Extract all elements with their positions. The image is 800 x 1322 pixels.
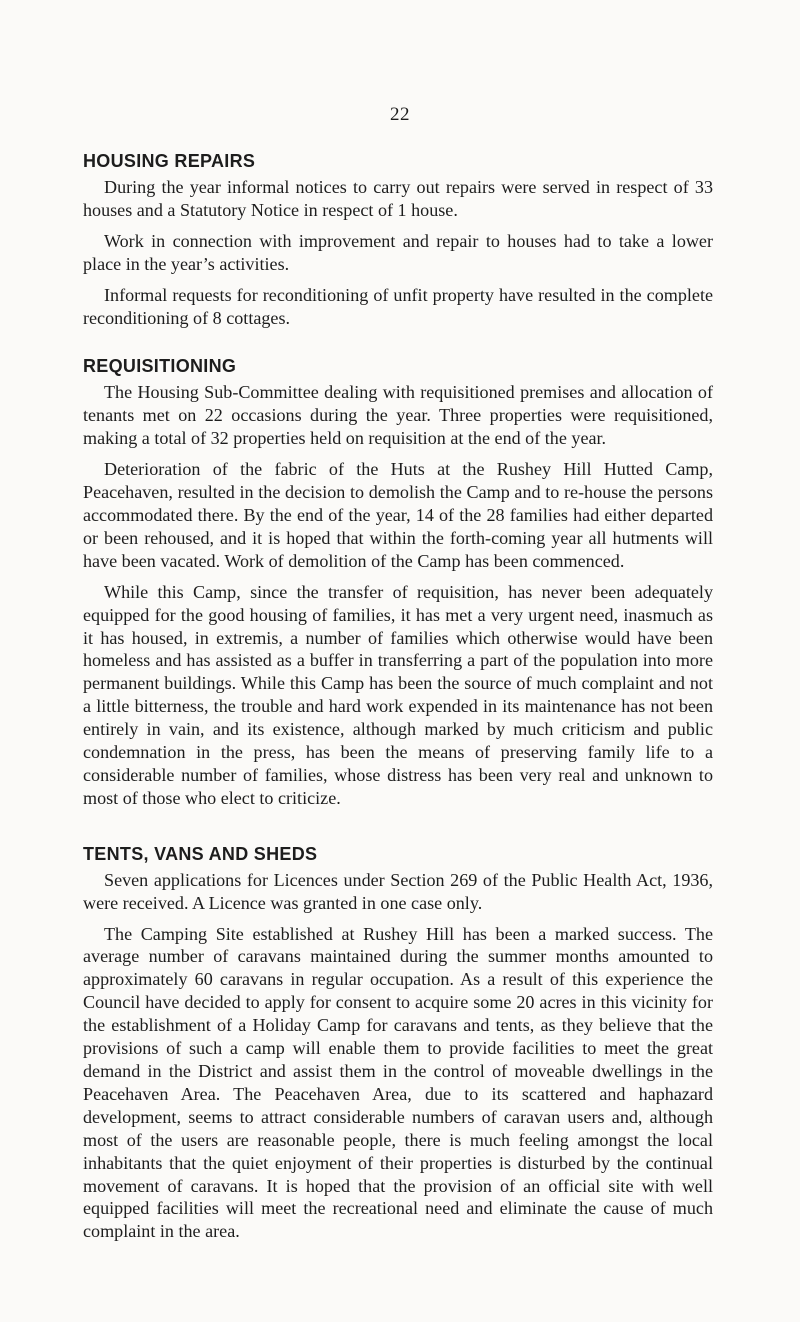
page-number: 22 — [390, 104, 410, 125]
paragraph: While this Camp, since the transfer of requisition, has never been adequately equipped for the good housing of families, it has met a very urgent need, inasmuch as it has housed, in extremis, a number of families which otherwise would have been homeless and has assisted as a buffer in transferring a part of the population into more permanent buildings. While this Camp has been the source of much complaint and not a little bitterness, the trouble and hard work expended in its maintenance has not been entirely in vain, and its existence, although marked by much criticism and public condemnation in the press, has been the means of preserving family life to a considerable number of families, whose distress has been very real and unknown to most of those who elect to criticize. — [83, 581, 713, 808]
paragraph: Work in connection with improvement and repair to houses had to take a lower place in the year’s activities. — [83, 230, 713, 274]
paragraph: The Housing Sub-Committee dealing with requisitioned premises and allocation of tenants met on 22 occasions during the year. Three properties were requisitioned, making a total of 32 properties held on requisition at the end of the year. — [83, 382, 713, 449]
page-body — [83, 151, 713, 1251]
section-heading: TENTS, VANS AND SHEDS — [83, 843, 318, 864]
paragraph: Informal requests for reconditioning of unfit property have resulted in the complete reconditioning of 8 cottages. — [83, 284, 713, 328]
section-requisitioning — [83, 356, 713, 809]
section-housing-repairs — [83, 151, 713, 329]
paragraph: Seven applications for Licences under Section 269 of the Public Health Act, 1936, were received. A Licence was granted in one case only. — [83, 869, 713, 913]
paragraph: Deterioration of the fabric of the Huts at the Rushey Hill Hutted Camp, Peacehaven, resulted in the decision to demolish the Camp and to re-house the persons accommodated there. By the end of the year, 14 of the 28 families had either departed or been rehoused, and it is hoped that within the forth-coming year all hutments will have been vacated. Work of demolition of the Camp has been commenced. — [83, 459, 713, 571]
section-heading: REQUISITIONING — [83, 356, 237, 377]
section-tents-vans-sheds — [83, 844, 713, 1244]
paragraph: During the year informal notices to carry out repairs were served in respect of 33 houses and a Statutory Notice in respect of 1 house. — [83, 177, 713, 220]
paragraph: The Camping Site established at Rushey Hill has been a marked success. The average number of caravans maintained during the summer months amounted to approximately 60 caravans in regular occupation. As a result of this experience the Council have decided to apply for consent to acquire some 20 acres in this vicinity for the establishment of a Holiday Camp for caravans and tents, as they believe that the provisions of such a camp will enable them to provide facilities to meet the great demand in the District and assist them in the control of moveable dwellings in the Peacehaven Area. The Peacehaven Area, due to its scattered and haphazard development, seems to attract considerable numbers of caravan users and, although most of the users are reasonable people, there is much feeling amongst the local inhabitants that the quiet enjoyment of their properties is disturbed by the continual movement of caravans. It is hoped that the provision of an official site with well equipped facilities will meet the recreational need and eliminate the cause of much complaint in the area. — [83, 923, 713, 1242]
section-heading: HOUSING REPAIRS — [83, 151, 256, 171]
